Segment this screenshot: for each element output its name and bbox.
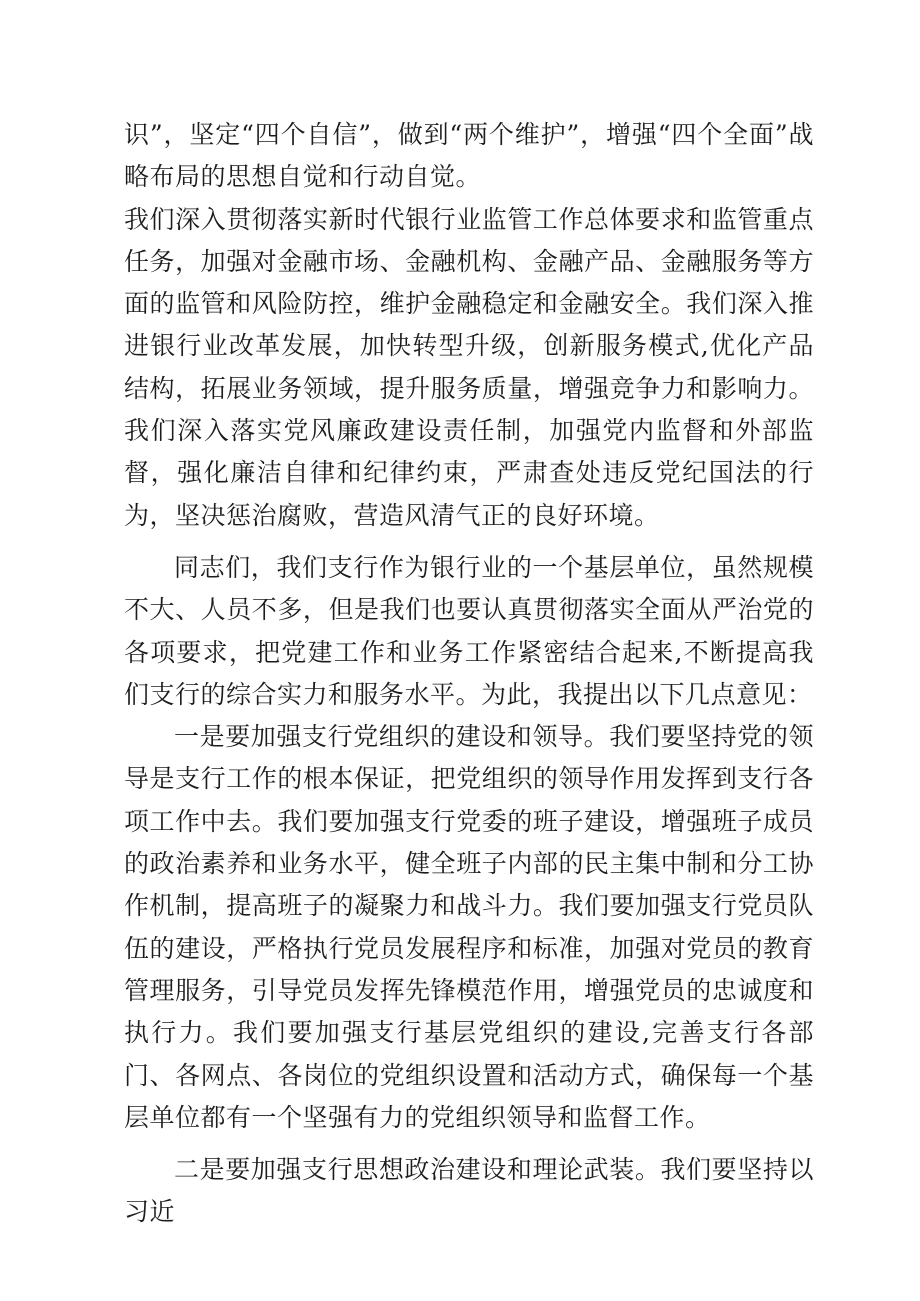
document-body — [124, 114, 814, 1234]
paragraph-4: 一是要加强支行党组织的建设和领导。我们要坚持党的领导是支行工作的根本保证，把党组织的领导作用发挥到支行各项工作中去。我们要加强支行党委的班子建设，增强班子成员的政治素养和业务水平，健全班子内部的民主集中制和分工协作机制，提高班子的凝聚力和战斗力。我们要加强支行党员队伍的建设，严格执行党员发展程序和标准，加强对党员的教育管理服务，引导党员发挥先锋模范作用，增强党员的忠诚度和执行力。我们要加强支行基层党组织的建设,完善支行各部门、各网点、各岗位的党组织设置和活动方式，确保每一个基层单位都有一个坚强有力的党组织领导和监督工作。 — [124, 722, 814, 1132]
paragraph-3: 同志们，我们支行作为银行业的一个基层单位，虽然规模不大、人员不多，但是我们也要认真贯彻落实全面从严治党的各项要求，把党建工作和业务工作紧密结合起来,不断提高我们支行的综合实力和服务水平。为此，我提出以下几点意见： — [124, 552, 814, 709]
paragraph-5: 二是要加强支行思想政治建设和理论武装。我们要坚持以习近 — [124, 1155, 814, 1227]
paragraph-2: 我们深入贯彻落实新时代银行业监管工作总体要求和监管重点任务，加强对金融市场、金融机构、金融产品、金融服务等方面的监管和风险防控，维护金融稳定和金融安全。我们深入推进银行业改革发展，加快转型升级，创新服务模式,优化产品结构，拓展业务领域，提升服务质量，增强竞争力和影响力。我们深入落实党风廉政建设责任制，加强党内监督和外部监督，强化廉洁自律和纪律约束，严肃查处违反党纪国法的行为，坚决惩治腐败，营造风清气正的良好环境。 — [124, 204, 814, 530]
paragraph-1: 识”，坚定“四个自信”，做到“两个维护”，增强“四个全面”战略布局的思想自觉和行动自觉。 — [124, 120, 814, 192]
